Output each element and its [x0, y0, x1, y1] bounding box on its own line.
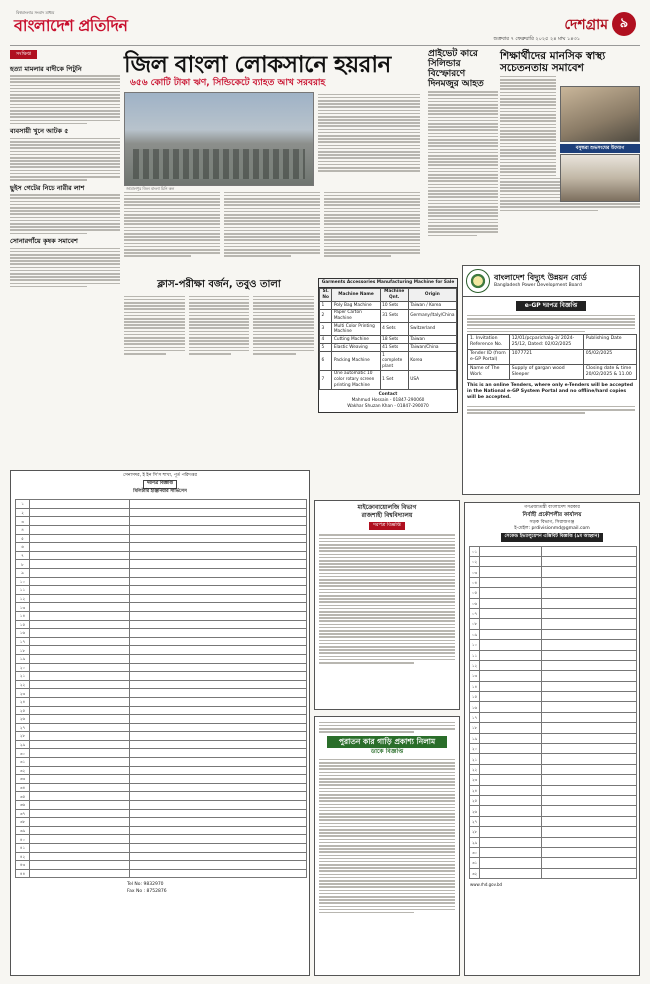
egp-notice-title: e-GP দরপত্র বিজ্ঞপ্তি — [516, 301, 586, 311]
rhd-office: নির্বাহী প্রকৌশলীর কার্যালয় — [522, 511, 582, 518]
rhd-table: ০১ ০২ ০৩ ০৪ ০৫ ০৬ ০৭ ০৮ ০৯ ১০ ১১ ১২ ১৩ ১৪ ১৫ ১৬ ১৭ ১৮ ১৯ ২০ ২১ ২২ ২৩ ২৪ ২৫ ২৬ ২৭ ২৮ ২৯ ৩০ ৩১ ৩২ — [469, 546, 637, 880]
brief-title: সোনারগাঁয়ে কৃষক সমাবেশ — [10, 237, 78, 246]
tender-service: মিলিটারি ইঞ্জিনিয়ার সার্ভিসেস — [133, 488, 187, 494]
lead-text — [318, 92, 420, 186]
machine-sale-ad — [318, 278, 458, 413]
brief-title: ব্যবসায়ী খুনে আটক ৫ — [10, 127, 69, 136]
bpdb-name-bn: বাংলাদেশ বিদ্যুৎ উন্নয়ন বোর্ড — [494, 272, 587, 282]
rhd-email: ই-মেইল: prdivisionmd@gmail.com — [514, 526, 590, 532]
side-story-photo — [560, 86, 640, 142]
rhd-sirajganj-notice — [464, 502, 640, 976]
rhd-title: সেকেন্ড ইভ্যালুয়েশন এক্সিবিট বিজ্ঞপ্তি (৯ম আহ্বান) — [501, 533, 604, 542]
table-row: Name of The Work Supply of gargan wood Sleeper Closing date & time 20/02/2025 & 11.00 — [468, 364, 637, 379]
lead-subhead: ৬৫৬ কোটি টাকা ঋণ, সিন্ডিকেটে ব্যাহত আখ সরবরাহ — [130, 78, 326, 88]
mes-tender-notice — [10, 470, 310, 976]
table-row: 5 Elastic Weaving 41 Sets Taiwan/China — [320, 344, 457, 352]
brief-title: ছুইস গেটের নিচে নারীর লাশ — [10, 183, 85, 192]
text-lines — [10, 248, 120, 288]
bashundhara-banner: বসুন্ধরা শুভসংঘের উদ্যোগ — [560, 144, 640, 153]
machine-ad-title: Garments Accessories Manufacturing Machine for Sale — [319, 279, 457, 288]
bpdb-tender-notice — [462, 265, 640, 495]
dateline: শুক্রবার ৭ ফেব্রুয়ারি ২০২৫ ২৪ মাঘ ১৪৩১ — [493, 36, 580, 42]
machine-table — [319, 288, 457, 390]
bpdb-name-en: Bangladesh Power Development Board — [494, 283, 582, 289]
table-row: 7 One automatic 10 color rotary screen printing Machine 1 Set USA — [320, 370, 457, 389]
page-number: ৯ — [612, 12, 636, 36]
side-story-title: প্রাইভেট কারে সিলিন্ডার বিস্ফোরণে দিনমজুর আহত — [428, 49, 484, 89]
bpdb-logo-icon — [466, 269, 490, 293]
table-row: 1 Poly Bag Machine 10 Sets Taiwan / Korea — [320, 301, 457, 309]
table-header: Machine Qnt. — [380, 288, 408, 301]
mid-story-body — [124, 294, 314, 364]
briefs-tag: সংক্ষিপ্ত — [10, 50, 37, 59]
text-lines — [10, 75, 120, 124]
text-lines — [10, 138, 120, 181]
tender-table: ১ ২ ৩ ৪ ৫ ৬ ৭ ৮ ৯ ১০ ১১ ১২ ১৩ ১৪ ১৫ ১৬ ১৭ ১৮ ১৯ ২০ ২১ ২২ ২৩ ২৪ ২৫ ২৬ ২৭ ২৮ ২৯ ৩০ ৩১ ৩২ ৩৩ ৩৪ ৩৫ ৩৬ ৩৭ ৩৮ ৩৯ ৪০ ৪১ ৪২ ৪৩ ৪৪ — [15, 499, 307, 878]
logo-subtitle: বিশ্ববাংলার সংবাদ মাধ্যম — [16, 10, 55, 15]
tender-tel: Tel No: 9832970 — [127, 882, 164, 888]
tender-title: দরপত্র বিজ্ঞপ্তি — [143, 480, 177, 489]
mid-story-headline: ক্লাস-পরীক্ষা বর্জন, তবুও তালা — [157, 279, 281, 290]
table-header: Sl. No — [320, 288, 332, 301]
rajshahi-title: দরপত্র বিজ্ঞপ্তি — [369, 522, 404, 530]
rhd-website: www.rhd.gov.bd — [470, 882, 503, 888]
lead-body — [124, 190, 420, 272]
masthead — [10, 6, 640, 46]
rally-photo — [560, 154, 640, 202]
tender-fax: Fax No : 8752876 — [127, 889, 167, 895]
table-row: 3 Multi Color Printing Machine 4 Sets Switzerland — [320, 323, 457, 336]
newspaper-logo: বাংলাদেশ প্রতিদিন — [14, 16, 128, 35]
table-row: 2 Paper Carton Machine 31 Sets Germany/Italy/China — [320, 309, 457, 322]
egp-note: This is an online Tenders, where only e-Tenders will be accepted in the National e-GP System Portal and no offline/hard copies will be accepted. — [467, 382, 633, 401]
table-row: 6 Packing Machine 1 complete plant Korea — [320, 351, 457, 370]
lead-headline: জিল বাংলা লোকসানে হয়রান — [124, 51, 391, 78]
rajshahi-tender-notice — [314, 500, 460, 710]
table-header: Machine Name — [332, 288, 380, 301]
side-story-cylinder — [428, 50, 498, 238]
text-lines — [10, 194, 120, 234]
side-story-title: শিক্ষার্থীদের মানসিক স্বাস্থ্য সচেতনতায় সমাবেশ — [500, 50, 606, 75]
table-row: Tender ID (from e-GP Portal) 1077721 05/02/2025 — [468, 349, 637, 364]
rajshahi-university: রাজশাহী বিশ্ববিদ্যালয় — [361, 511, 413, 519]
rhd-gov: গণপ্রজাতন্ত্রী বাংলাদেশ সরকার — [524, 505, 580, 510]
rajshahi-dept: মাইক্রোবায়োলজি বিভাগ — [357, 504, 417, 511]
car-auction-title: পুরাতন কার গাড়ি প্রকাশ্য নিলাম — [327, 736, 447, 748]
lead-photo-caption: জামালপুর জিল বাংলা চিনি কল — [126, 186, 175, 191]
machine-ad-contact: Contact Mahmud Hossain - 01847-290060 Wakhar Shuzan Khan - 01847-290070 — [347, 391, 429, 409]
brief-title: হত্যা মামলার বাদীকে পিটুনি — [10, 64, 82, 73]
lead-photo — [124, 92, 314, 186]
table-row: 1. Invitation Reference No. 12/01/pcparichalg-3/ 2024-25/12, Dated: 02/02/2025 Publishing Date — [468, 334, 637, 349]
table-row: 4 Cutting Machine 18 Sets Taiwan — [320, 336, 457, 344]
rhd-dept: সড়ক বিভাগ, সিরাজগঞ্জ — [529, 519, 575, 525]
table-header: Origin — [408, 288, 456, 301]
car-auction-subtitle: ডাকে বিজ্ঞপ্তি — [370, 747, 404, 755]
tender-org: সেনাসদর, ই ইন সি'স শাখা, পূর্ত পরিদপ্তর — [123, 473, 197, 478]
section-name: দেশগ্রাম — [564, 17, 608, 33]
car-auction-notice — [314, 716, 460, 976]
egp-table — [467, 334, 637, 380]
